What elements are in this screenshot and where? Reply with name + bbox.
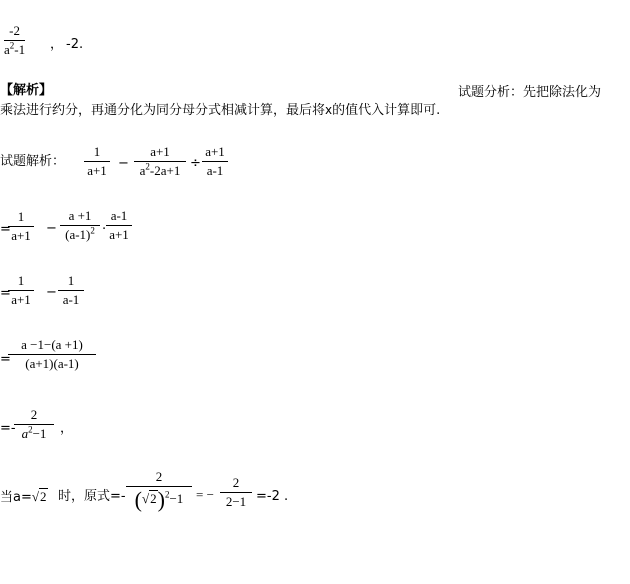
answer-numerator: -2 bbox=[9, 23, 20, 38]
line6-mid: 时，原式=- bbox=[58, 489, 126, 504]
line4-fraction: a −1−(a +1) (a+1)(a-1) bbox=[8, 338, 96, 372]
line3-equals: = bbox=[0, 286, 11, 301]
line5-fraction: 2 $a^2-1$ bbox=[14, 408, 54, 442]
analysis-body: 乘法进行约分，再通分化为同分母分式相减计算，最后将x的值代入计算即可. bbox=[0, 103, 441, 118]
line1-fraction-1: 1 a+1 bbox=[84, 145, 110, 179]
line2-dot: · bbox=[102, 222, 107, 237]
line4-equals: = bbox=[0, 352, 11, 367]
line6-equals-minus: = − bbox=[196, 487, 214, 502]
answer-separator: ， bbox=[50, 37, 64, 52]
line3-minus: − bbox=[46, 285, 57, 300]
line2-minus: − bbox=[46, 221, 57, 236]
line2-fraction-3: a-1 a+1 bbox=[106, 209, 132, 243]
line6-fraction-1: 2 $(√2)^2-1$ bbox=[126, 470, 192, 511]
line1-fraction-3: a+1 a-1 bbox=[202, 145, 228, 179]
line1-fraction-2: a+1 $a^2-2a+1$ bbox=[134, 145, 186, 179]
line2-equals: = bbox=[0, 222, 11, 237]
sqrt-symbol: √2 bbox=[31, 489, 47, 504]
line3-fraction-2: 1 a-1 bbox=[58, 274, 84, 308]
line5-equals-minus: =- bbox=[0, 421, 16, 436]
analysis-heading-label: 试题分析： bbox=[458, 85, 524, 100]
line2-fraction-2: a +1 $(a-1)^2$ bbox=[60, 209, 100, 243]
answer-denominator: $a^2-1$ bbox=[4, 40, 26, 58]
line6-prefix: 当a=√2 bbox=[0, 489, 47, 505]
line5-separator: ， bbox=[60, 421, 74, 436]
analysis-heading bbox=[458, 86, 601, 99]
line2-fraction-1: 1 a+1 bbox=[8, 210, 34, 244]
line3-fraction-1: 1 a+1 bbox=[8, 274, 34, 308]
line6-result: =-2 . bbox=[256, 489, 289, 504]
answer-fraction bbox=[4, 24, 25, 58]
solution-label: 试题解析： bbox=[0, 154, 66, 169]
line1-minus: − bbox=[118, 156, 129, 171]
analysis-heading-text: 先把除法化为 bbox=[523, 85, 602, 100]
line6-fraction-2: 2 2−1 bbox=[220, 476, 252, 510]
analysis-bracket-label: 【解析】 bbox=[0, 83, 53, 98]
line1-divide: ÷ bbox=[190, 156, 201, 171]
answer-value: -2. bbox=[66, 37, 84, 52]
variable-x: x bbox=[325, 103, 333, 117]
